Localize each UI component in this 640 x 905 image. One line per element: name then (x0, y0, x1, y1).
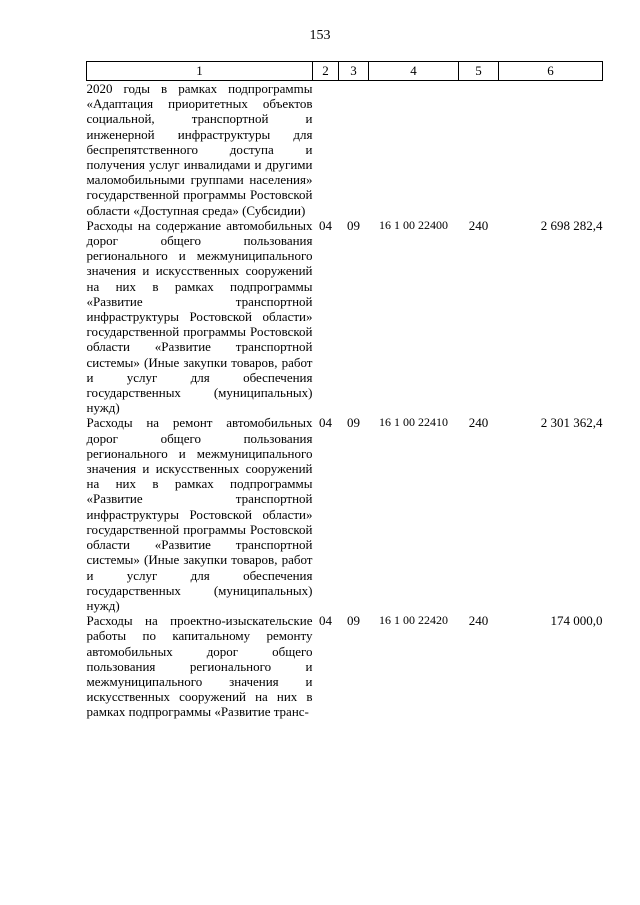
row-amount: 2 698 282,4 (540, 217, 603, 233)
row-description: 2020 годы в рамках подпрограмmы «Адаптация приоритетных объектов социальной, транспортной и инженерной инфраструктуры для беспрепятственного доступа и получения услуг инвалидами и другими маломобильными группами населения» государственной программы Ростовской области «Доступная среда» (Субсидии) (86, 81, 313, 218)
column-number-header (87, 62, 603, 81)
table-row (87, 218, 603, 416)
row-section: 04 (319, 415, 332, 431)
row-target-code: 16 1 00 22420 (379, 613, 448, 628)
row-section (313, 81, 339, 218)
row-expense-type: 240 (468, 613, 489, 629)
row-expense-type: 240 (468, 415, 489, 431)
table-row (87, 613, 603, 719)
column-header-2: 2 (313, 62, 339, 81)
row-target-code (369, 81, 459, 218)
column-header-6: 6 (499, 62, 603, 81)
row-amount (499, 81, 603, 218)
row-description: Расходы на проектно-изыскательские работы по капитальному ремонту автомобильных дорог общего пользования регионального и межмуниципального значения и искусственных сооружений на них в рамках подпрограммы «Развитие транс- (86, 613, 313, 720)
row-description: Расходы на ремонт автомобильных дорог общего пользования регионального и межмуниципального значения и искусственных сооружений на них в рамках подпрограммы «Развитие транспортной инфраструктуры Ростовской области» государственной программы Ростовской области «Развитие транспортной системы» (Иные закупки товаров, работ и услуг для обеспечения государственных (муниципальных) нужд) (86, 415, 313, 613)
row-expense-type: 240 (468, 217, 489, 233)
table-row (87, 81, 603, 218)
row-subsection: 09 (347, 217, 360, 233)
row-subsection (339, 81, 369, 218)
row-section: 04 (319, 613, 332, 629)
page-number: 153 (309, 28, 331, 43)
table-row (87, 415, 603, 613)
budget-table (86, 61, 603, 720)
row-subsection: 09 (347, 613, 360, 629)
row-expense-type (459, 81, 499, 218)
column-header-5: 5 (459, 62, 499, 81)
row-subsection: 09 (347, 415, 360, 431)
column-header-3: 3 (339, 62, 369, 81)
row-target-code: 16 1 00 22400 (379, 217, 448, 232)
column-header-4: 4 (369, 62, 459, 81)
row-section: 04 (319, 217, 332, 233)
row-description: Расходы на содержание автомобильных дорог общего пользования регионального и межмуниципального значения и искусственных сооружений на них в рамках подпрограммы «Развитие транспортной инфраструктуры Ростовской области» государственной программы Ростовской области «Развитие транспортной системы» (Иные закупки товаров, работ и услуг для обеспечения государственных (муниципальных) нужд) (86, 217, 313, 416)
column-header-1: 1 (87, 62, 313, 81)
row-target-code: 16 1 00 22410 (379, 415, 448, 430)
row-amount: 2 301 362,4 (540, 415, 603, 431)
row-amount: 174 000,0 (550, 613, 603, 629)
